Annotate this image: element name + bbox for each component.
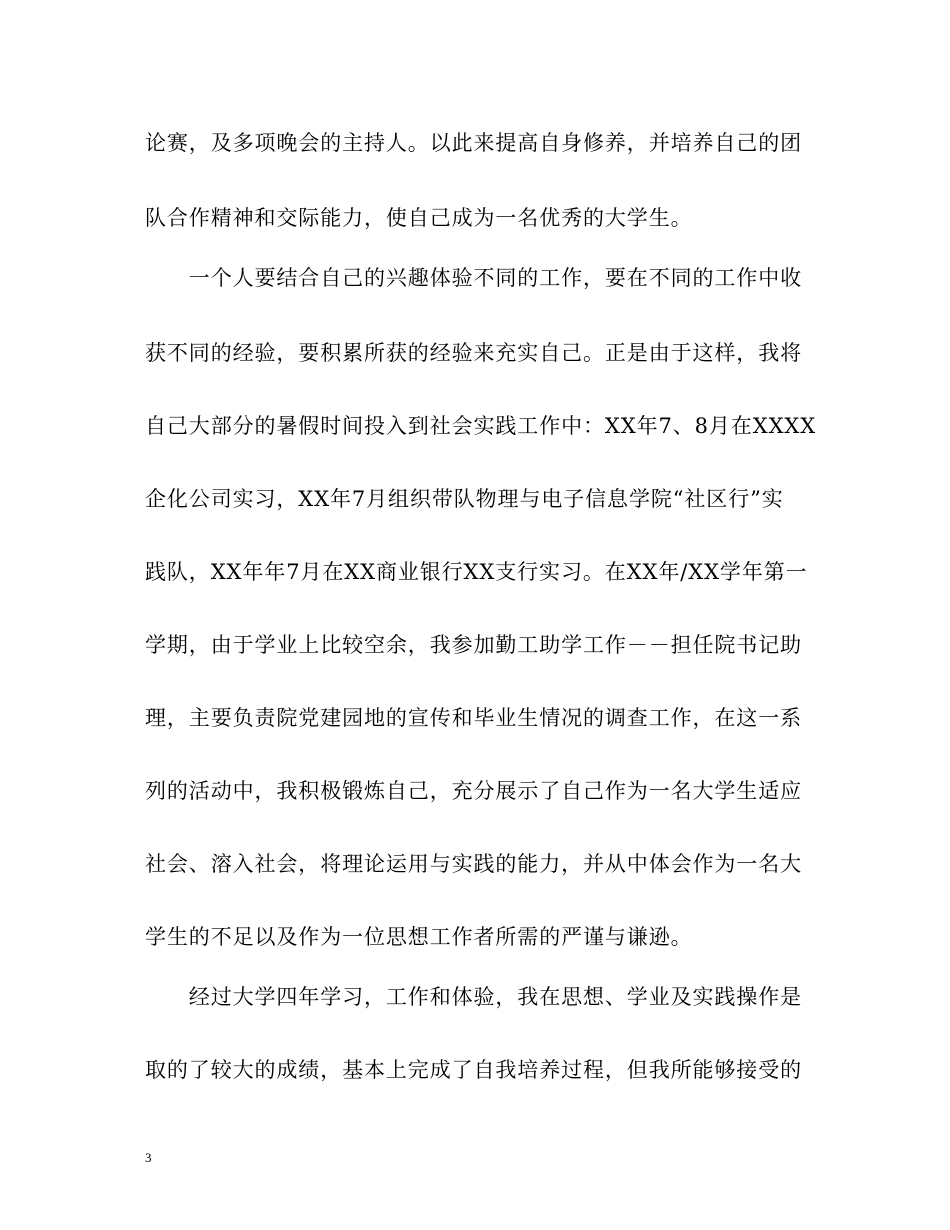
text-line: 社会、溶入社会，将理论运用与实践的能力，并从中体会作为一名大 [145,852,802,876]
text-line: 经过大学四年学习，工作和体验，我在思想、学业及实践操作是 [145,985,802,1009]
page-number: 3 [145,1150,152,1165]
text-line: 自己大部分的暑假时间投入到社会实践工作中：XX年7、8月在XXXX [145,414,817,438]
text-line: 队合作精神和交际能力，使自己成为一名优秀的大学生。 [145,206,693,230]
text-line: 学期，由于学业上比较空余，我参加勤工助学工作－－担任院书记助 [145,633,802,657]
text-line: 论赛，及多项晚会的主持人。以此来提高自身修养，并培养自己的团 [145,131,802,155]
text-line: 获不同的经验，要积累所获的经验来充实自己。正是由于这样，我将 [145,341,802,365]
text-line: 践队，XX年年7月在XX商业银行XX支行实习。在XX年/XX学年第一 [145,560,808,584]
text-line: 理，主要负责院党建园地的宣传和毕业生情况的调查工作，在这一系 [145,706,802,730]
text-line: 列的活动中，我积极锻炼自己，充分展示了自己作为一名大学生适应 [145,779,802,803]
text-line: 学生的不足以及作为一位思想工作者所需的严谨与谦逊。 [145,925,693,949]
text-line: 取的了较大的成绩，基本上完成了自我培养过程，但我所能够接受的 [145,1058,802,1082]
text-line: 企化公司实习，XX年7月组织带队物理与电子信息学院“社区行”实 [145,487,784,511]
text-line: 一个人要结合自己的兴趣体验不同的工作，要在不同的工作中收 [145,266,802,290]
